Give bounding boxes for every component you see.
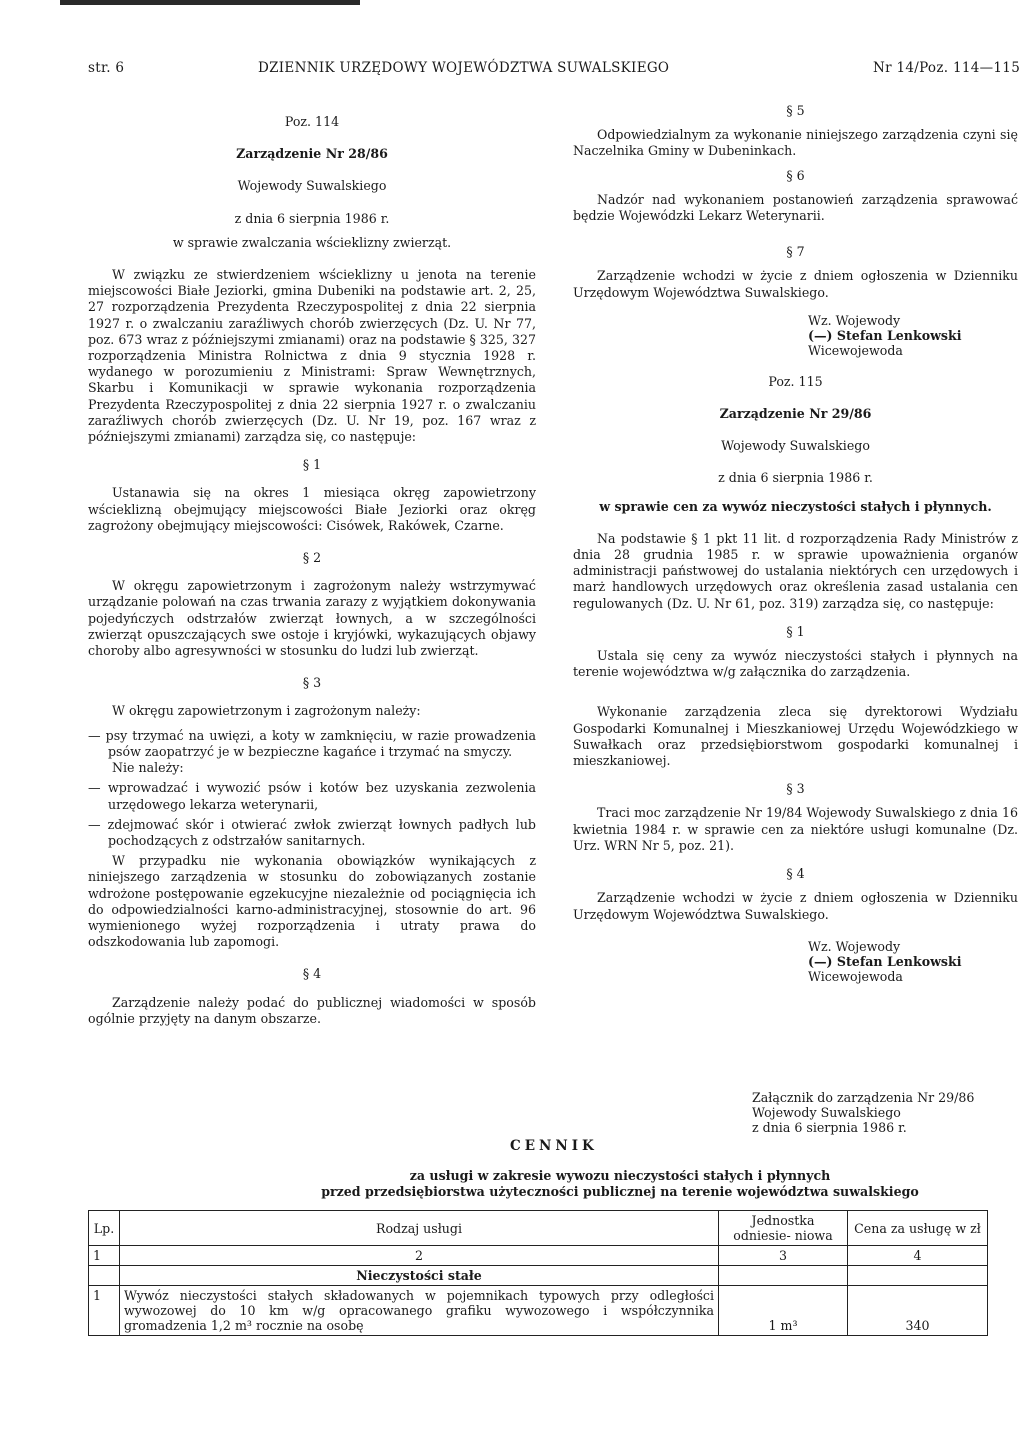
section-3-item: — psy trzymać na uwięzi, a koty w zamknięciu, w razie prowadzenia psów zaopatrzyć je w bezpieczne kagańce i trzymać na smyczy. [88, 727, 536, 759]
signature-line: Wz. Wojewody [808, 938, 901, 954]
section-3-heading: § 3 [786, 781, 805, 797]
regulation-title: Zarządzenie Nr 28/86 [236, 146, 388, 162]
table-cell: Wywóz nieczystości stałych składowanych w pojemnikach typowych przy odległości wywozowej do 10 km w/g opracowanego grafiku wywozowego i współczynnika gromadzenia 1,2 m³ rocznie na osobę [120, 1286, 719, 1336]
price-list-subtitle [270, 1168, 970, 1200]
section-6-heading: § 6 [786, 167, 805, 183]
signature-line: Wz. Wojewody [808, 312, 901, 328]
signature-block [808, 939, 1018, 984]
section-4-heading: § 4 [302, 966, 322, 982]
annex-line: Załącznik do zarządzenia Nr 29/86 [752, 1090, 975, 1105]
table-section-label: Nieczystości stałe [120, 1266, 719, 1286]
price-table [88, 1210, 988, 1336]
signature-name: (—) Stefan Lenkowski [808, 953, 962, 969]
table-cell: 340 [848, 1286, 988, 1336]
signature-title: Wicewojewoda [808, 342, 903, 358]
preamble: Na podstawie § 1 pkt 11 lit. d rozporządzenia Rady Ministrów z dnia 28 grudnia 1985 r. w sprawie upoważnienia organów administracji państwowej do ustalania niektórych cen urzędowych i marż handlowych urzędowych oraz określenia zasad ustalania cen regulowanych (Dz. U. Nr 61, poz. 319) zarządza się, co następuje: [573, 530, 1018, 611]
journal-title: DZIENNIK URZĘDOWY WOJEWÓDZTWA SUWALSKIEGO [258, 60, 670, 76]
regulation-title: Zarządzenie Nr 29/86 [719, 406, 872, 422]
table-cell [848, 1266, 988, 1286]
section-3-text: W przypadku nie wykonania obowiązków wynikających z niniejszego zarządzenia w stosunku do zobowiązanych zostanie wdrożone postępowanie egzekucyjne niezależnie od pociągnięcia ich do odpowiedzialności karno-administracyjnej, stosownie do art. 96 wymienionego wyżej rozporządzenia i utraty prawa do odszkodowania lub zapomogi. [88, 853, 536, 950]
annex-line: Wojewody Suwalskiego [752, 1105, 901, 1120]
section-4-text: Zarządzenie wchodzi w życie z dniem ogłoszenia w Dzienniku Urzędowym Województwa Suwalskiego. [573, 890, 1018, 922]
table-cell: 2 [120, 1246, 719, 1266]
section-3-item: — wprowadzać i wywozić psów i kotów bez uzyskania zezwolenia urzędowego lekarza weterynarii, [88, 780, 536, 812]
annex-header [752, 1090, 1012, 1135]
column-header-service: Rodzaj usługi [120, 1211, 719, 1246]
section-7-heading: § 7 [786, 244, 805, 260]
table-number-row [89, 1246, 988, 1266]
regulation-subject: w sprawie cen za wywóz nieczystości stałych i płynnych. [599, 498, 992, 514]
section-1-text: Ustanawia się na okres 1 miesiąca okręg zapowietrzony wścieklizną obejmujący miejscowości Białe Jeziorki oraz okręg zagrożony obejmujący miejscowości: Cisówek, Rakówek, Czarne. [88, 485, 536, 533]
issue-number: Nr 14/Poz. 114—115 [873, 60, 1021, 76]
signature-block [808, 313, 1018, 358]
right-column [573, 103, 1018, 984]
section-3-text: W okręgu zapowietrzonym i zagrożonym należy: [112, 703, 421, 719]
section-2-text: Wykonanie zarządzenia zleca się dyrektorowi Wydziału Gospodarki Komunalnej i Mieszkaniowej Urzędu Wojewódzkiego w Suwałkach oraz przedsiębiorstwom gospodarki komunalnej i mieszkaniowej. [573, 704, 1018, 769]
section-4-heading: § 4 [786, 866, 805, 882]
table-header-row [89, 1211, 988, 1246]
regulation-issuer: Wojewody Suwalskiego [721, 438, 870, 454]
section-2-heading: § 2 [302, 550, 322, 566]
scan-artifact-bar [60, 0, 360, 5]
section-2-text: W okręgu zapowietrzonym i zagrożonym należy wstrzymywać urządzanie polowań na czas trwania zarazy z wyjątkiem dokonywania pojedyńczych odstrzałów zwierząt łownych, a w szczególności zwierząt opuszczających swe ostoje i kryjówki, wykazujących objawy choroby albo agresywności w stosunku do ludzi lub zwierząt. [88, 578, 536, 659]
table-section-row [89, 1266, 988, 1286]
table-cell [89, 1266, 120, 1286]
page-number: str. 6 [88, 60, 125, 76]
table-cell [719, 1266, 848, 1286]
table-cell: 1 [89, 1286, 120, 1336]
column-header-unit: Jednostka odniesie- niowa [719, 1211, 848, 1246]
section-3-item: — zdejmować skór i otwierać zwłok zwierząt łownych padłych lub pochodzących z odstrzałów sanitarnych. [88, 816, 536, 848]
subtitle-line: za usługi w zakresie wywozu nieczystości stałych i płynnych [409, 1168, 831, 1183]
table-cell: 1 [89, 1246, 120, 1266]
section-7-text: Zarządzenie wchodzi w życie z dniem ogłoszenia w Dzienniku Urzędowym Województwa Suwalskiego. [573, 268, 1018, 300]
annex-line: z dnia 6 sierpnia 1986 r. [752, 1120, 907, 1135]
table-cell: 3 [719, 1246, 848, 1266]
regulation-issuer: Wojewody Suwalskiego [237, 178, 387, 194]
section-1-heading: § 1 [302, 457, 322, 473]
position-label: Poz. 115 [768, 373, 823, 389]
position-label: Poz. 114 [284, 114, 340, 129]
subtitle-line: przed przedsiębiorstwa użyteczności publicznej na terenie województwa suwalskiego [321, 1184, 919, 1199]
section-4-text: Zarządzenie należy podać do publicznej wiadomości w sposób ogólnie przyjęty na danym obszarze. [88, 994, 536, 1026]
section-3-text: Nie należy: [112, 760, 184, 776]
section-6-text: Nadzór nad wykonaniem postanowień zarządzenia sprawować będzie Wojewódzki Lekarz Weterynarii. [573, 191, 1018, 224]
section-5-text: Odpowiedzialnym za wykonanie niniejszego zarządzenia czyni się Naczelnika Gminy w Dubeninkach. [573, 127, 1018, 159]
price-list-title: CENNIK [510, 1138, 598, 1154]
regulation-date: z dnia 6 sierpnia 1986 r. [234, 210, 390, 226]
column-header-lp: Lp. [89, 1211, 120, 1246]
section-5-heading: § 5 [786, 103, 805, 118]
regulation-subject: w sprawie zwalczania wścieklizny zwierząt. [172, 234, 452, 250]
section-3-text: Traci moc zarządzenie Nr 19/84 Wojewody Suwalskiego z dnia 16 kwietnia 1984 r. w sprawie cen za niektóre usługi komunalne (Dz. Urz. WRN Nr 5, poz. 21). [573, 805, 1018, 853]
table-row [89, 1286, 988, 1336]
preamble: W związku ze stwierdzeniem wścieklizny u jenota na terenie miejscowości Białe Jeziorki, gmina Dubeniki na podstawie art. 2, 25, 27 rozporządzenia Prezydenta Rzeczypospolitej z dnia 22 sierpnia 1927 r. o zwalczaniu zaraźliwych chorób zwierzęcych (Dz. U. Nr 77, poz. 673 wraz z późniejszymi zmianami) oraz na podstawie § 325, 327 rozporządzenia Ministra Rolnictwa z dnia 9 stycznia 1928 r. wydanego w porozumieniu z Ministrami: Spraw Wewnętrznych, Skarbu i Komunikacji w sprawie wykonania rozporządzenia Prezydenta Rzeczypospolitej z dnia 22 sierpnia 1927 r. o zwalczaniu zaraźliwych chorób zwierzęcych (Dz. U. Nr 19, poz. 167 wraz z późniejszymi zmianami) zarządza się, co następuje: [88, 267, 536, 445]
section-1-heading: § 1 [786, 623, 805, 639]
signature-title: Wicewojewoda [808, 968, 903, 984]
signature-name: (—) Stefan Lenkowski [808, 327, 962, 343]
table-cell: 1 m³ [719, 1286, 848, 1336]
section-1-text: Ustala się ceny za wywóz nieczystości stałych i płynnych na terenie województwa w/g załącznika do zarządzenia. [573, 648, 1018, 680]
table-cell: 4 [848, 1246, 988, 1266]
left-column [88, 114, 536, 1027]
section-3-heading: § 3 [302, 675, 322, 691]
regulation-date: z dnia 6 sierpnia 1986 r. [718, 470, 873, 486]
column-header-price: Cena za usługę w zł [848, 1211, 988, 1246]
